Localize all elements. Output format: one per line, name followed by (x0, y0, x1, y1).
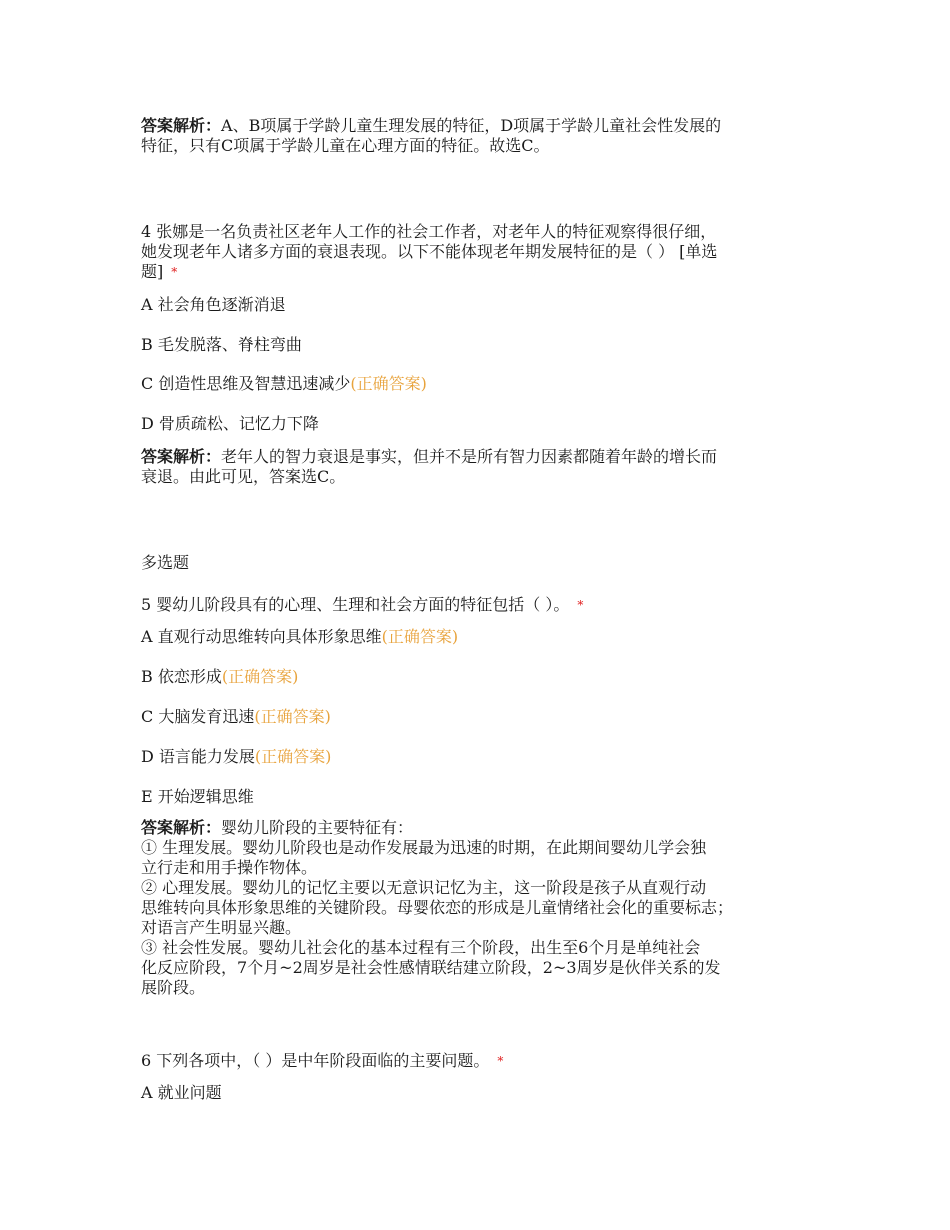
explanation-line: ② 心理发展。婴幼儿的记忆主要以无意识记忆为主，这一阶段是孩子从直观行动 (141, 878, 707, 897)
q5-option-a[interactable]: A 直观行动思维转向具体形象思维(正确答案) (141, 627, 459, 646)
question-text: 6 下列各项中，（ ）是中年阶段面临的主要问题。 (141, 1051, 490, 1070)
explanation-line: 答案解析：A、B项属于学龄儿童生理发展的特征，D项属于学龄儿童社会性发展的 (141, 116, 722, 135)
q5-stem (141, 595, 821, 615)
q6-stem (141, 1051, 821, 1071)
question-text: 她发现老年人诸多方面的衰退表现。以下不能体现老年期发展特征的是（ ） [单选 (141, 242, 718, 261)
question-text: 4 张娜是一名负责社区老年人工作的社会工作者，对老年人的特征观察得很仔细， (141, 222, 717, 241)
explanation-line: 答案解析：老年人的智力衰退是事实，但并不是所有智力因素都随着年龄的增长而 (141, 447, 718, 466)
correct-answer-mark: (正确答案) (254, 747, 332, 766)
q5-explanation (141, 818, 821, 998)
question-text: 5 婴幼儿阶段具有的心理、生理和社会方面的特征包括（ ）。 (141, 595, 570, 614)
explanation-line: 思维转向具体形象思维的关键阶段。母婴依恋的形成是儿童情绪社会化的重要标志； (141, 898, 734, 917)
explanation-line: 对语言产生明显兴趣。 (141, 918, 302, 937)
explanation-line: 展阶段。 (141, 978, 206, 997)
q4-option-b[interactable]: B 毛发脱落、脊柱弯曲 (141, 335, 302, 354)
q4-option-a[interactable]: A 社会角色逐渐消退 (141, 295, 286, 314)
explanation-label: 答案解析： (141, 116, 222, 135)
q4-stem (141, 222, 821, 282)
q5-option-d[interactable]: D 语言能力发展(正确答案) (141, 747, 332, 766)
q6-option-a[interactable]: A 就业问题 (141, 1083, 222, 1102)
correct-answer-mark: (正确答案) (254, 707, 331, 726)
correct-answer-mark: (正确答案) (221, 667, 299, 686)
explanation-label: 答案解析： (141, 447, 222, 466)
explanation-line: ③ 社会性发展。婴幼儿社会化的基本过程有三个阶段，出生至6个月是单纯社会 (141, 938, 701, 957)
q4-option-d[interactable]: D 骨质疏松、记忆力下降 (141, 414, 319, 433)
q5-option-e[interactable]: E 开始逻辑思维 (141, 787, 254, 806)
q4-explanation (141, 447, 821, 487)
section-title: 多选题 (141, 553, 190, 572)
required-star: * (577, 598, 584, 612)
q4-option-c[interactable]: C 创造性思维及智慧迅速减少(正确答案) (141, 374, 427, 393)
explanation-label: 答案解析： (141, 818, 222, 837)
explanation-line: 立行走和用手操作物体。 (141, 858, 318, 877)
q5-option-c[interactable]: C 大脑发育迅速(正确答案) (141, 707, 331, 726)
q3-explanation (141, 116, 821, 156)
q5-option-b[interactable]: B 依恋形成(正确答案) (141, 667, 299, 686)
required-star: * (497, 1054, 504, 1068)
correct-answer-mark: (正确答案) (381, 627, 459, 646)
explanation-line: 答案解析：婴幼儿阶段的主要特征有： (141, 818, 414, 837)
explanation-line: 特征，只有C项属于学龄儿童在心理方面的特征。故选C。 (141, 136, 550, 155)
explanation-line: ① 生理发展。婴幼儿阶段也是动作发展最为迅速的时期，在此期间婴幼儿学会独 (141, 838, 707, 857)
question-text: 题] (141, 262, 164, 281)
required-star: * (171, 265, 178, 279)
explanation-line: 衰退。由此可见，答案选C。 (141, 467, 346, 486)
correct-answer-mark: (正确答案) (350, 374, 427, 393)
explanation-line: 化反应阶段，7个月~2周岁是社会性感情联结建立阶段，2~3周岁是伙伴关系的发 (141, 958, 721, 977)
